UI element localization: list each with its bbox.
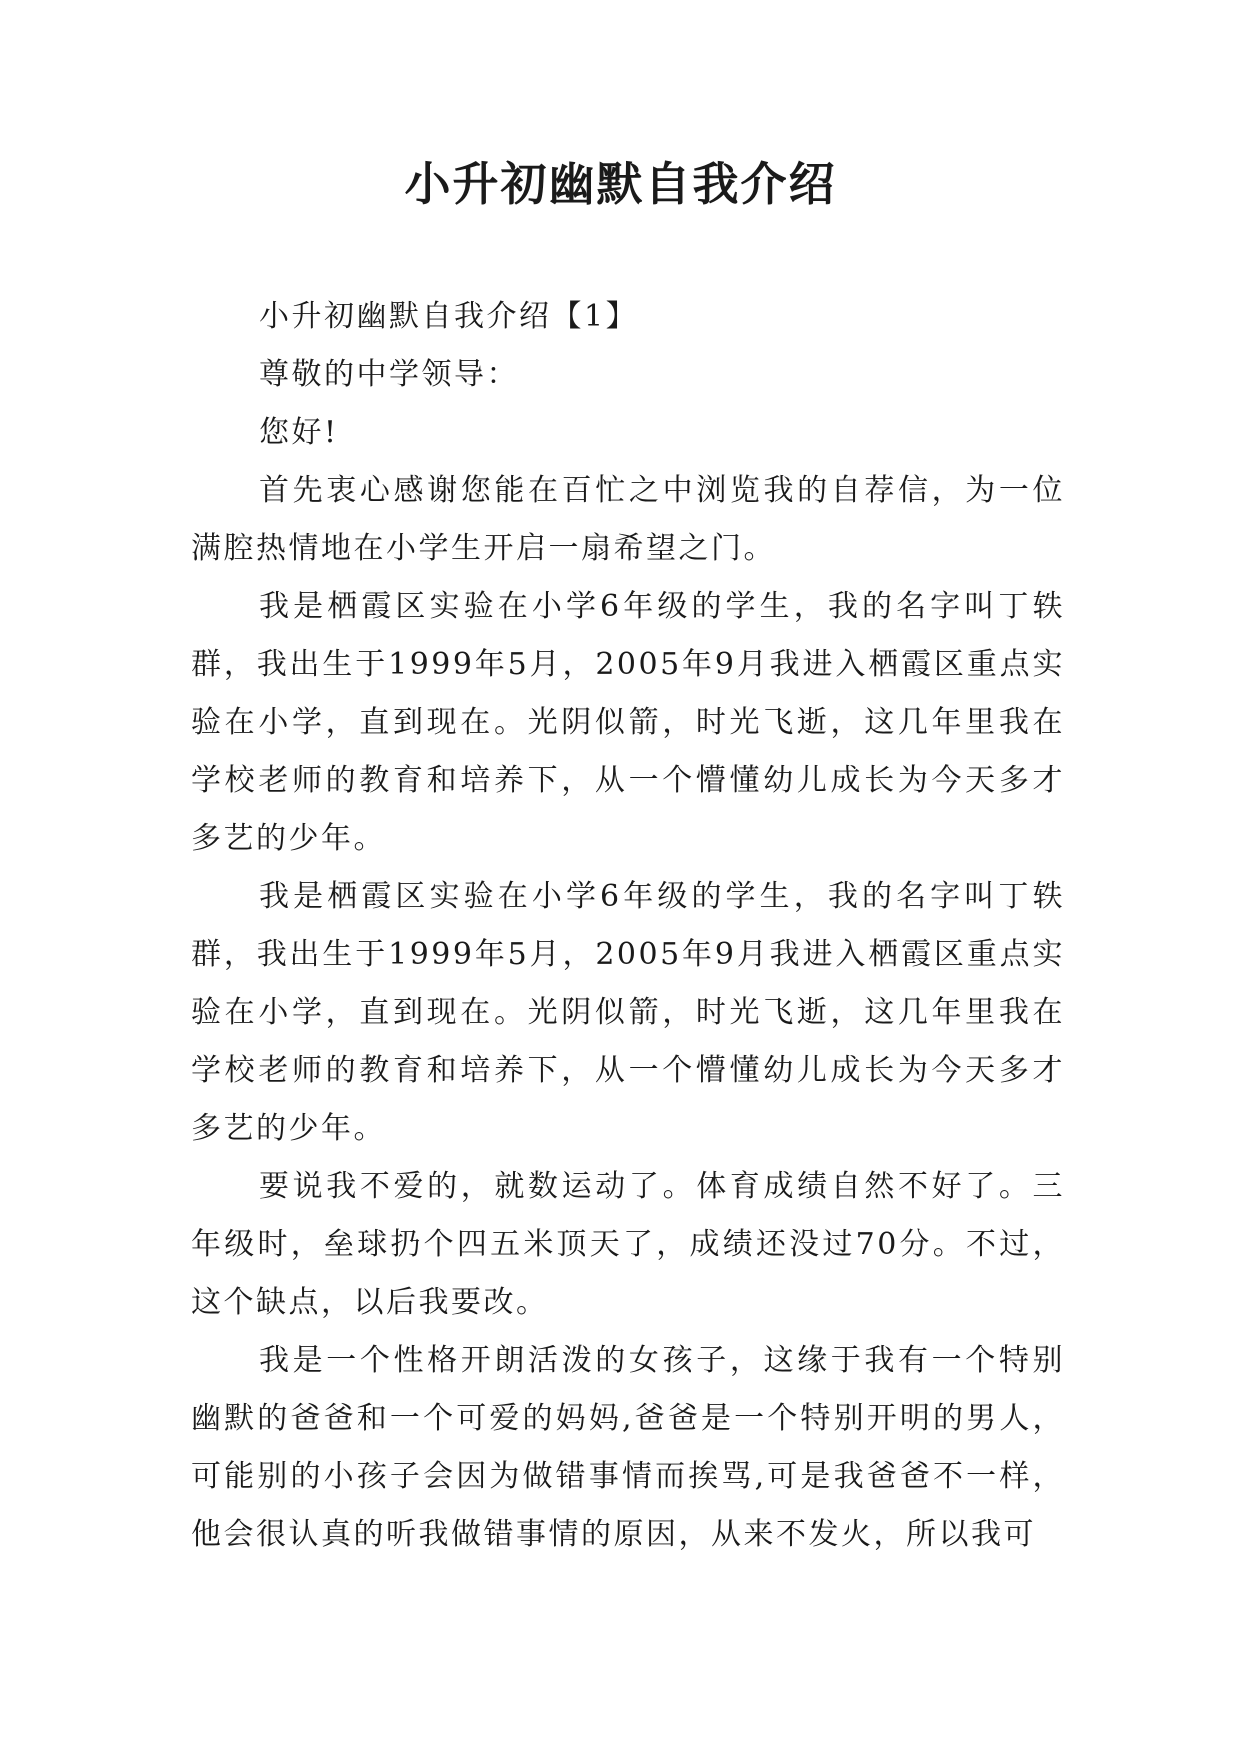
paragraph-thanks: 首先衷心感谢您能在百忙之中浏览我的自荐信，为一位满腔热情地在小学生开启一扇希望之门。: [191, 473, 1065, 566]
paragraph-heading: 小升初幽默自我介绍【1】: [259, 299, 639, 334]
paragraph-personality: 我是一个性格开朗活泼的女孩子，这缘于我有一个特别幽默的爸爸和一个可爱的妈妈,爸爸是一个特别开明的男人，可能别的小孩子会因为做错事情而挨骂,可是我爸爸不一样，他会很认真的听我做错事情的原因，从来不发火，所以我可: [191, 1343, 1065, 1552]
document-title: 小升初幽默自我介绍: [404, 157, 837, 211]
paragraph-intro: 我是栖霞区实验在小学6年级的学生，我的名字叫丁轶群，我出生于1999年5月，2005年9月我进入栖霞区重点实验在小学，直到现在。光阴似箭，时光飞逝，这几年里我在学校老师的教育和培养下，从一个懵懂幼儿成长为今天多才多艺的少年。: [191, 589, 1065, 856]
paragraph-salutation: 尊敬的中学领导：: [259, 357, 519, 392]
paragraph-greeting: 您好!: [259, 415, 339, 450]
paragraph-sports: 要说我不爱的，就数运动了。体育成绩自然不好了。三年级时，垒球扔个四五米顶天了，成绩还没过70分。不过，这个缺点，以后我要改。: [191, 1169, 1065, 1320]
paragraph-intro-repeat: 我是栖霞区实验在小学6年级的学生，我的名字叫丁轶群，我出生于1999年5月，2005年9月我进入栖霞区重点实验在小学，直到现在。光阴似箭，时光飞逝，这几年里我在学校老师的教育和培养下，从一个懵懂幼儿成长为今天多才多艺的少年。: [191, 879, 1065, 1146]
document-body: [191, 288, 1065, 1564]
